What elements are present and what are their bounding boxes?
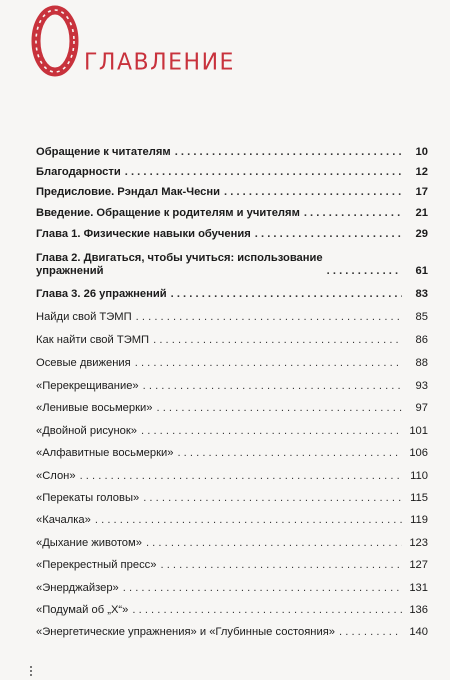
toc-page-number: 110 (410, 470, 428, 482)
dot-leader (255, 228, 402, 241)
toc-entry-title: Предисловие. Рэндал Мак-Чесни (36, 186, 221, 198)
toc-page-number: 136 (409, 604, 428, 616)
toc-entry[interactable] (36, 252, 428, 278)
toc-page-number: 86 (415, 334, 428, 346)
toc-page-number: 101 (409, 425, 428, 437)
toc-entry-title: Обращение к читателям (36, 146, 171, 158)
toc-page-number: 97 (415, 402, 428, 414)
toc-entry[interactable] (36, 146, 428, 159)
toc-entry-title: «Слон» (36, 470, 76, 482)
toc-entry[interactable] (36, 288, 428, 301)
toc-entry-title: Глава 3. 26 упражнений (36, 288, 167, 300)
dot-leader (160, 559, 402, 572)
toc-entry-title: «Качалка» (36, 514, 91, 526)
toc-entry-title: Осевые движения (36, 357, 131, 369)
toc-entry[interactable] (36, 582, 428, 595)
toc-page-number: 12 (415, 166, 428, 178)
toc-entry-title-line: Глава 2. Двигаться, чтобы учиться: использование (36, 252, 323, 264)
toc-entry-title: «Энергетические упражнения» и «Глубинные состояния» (36, 626, 336, 638)
toc-page-number: 61 (415, 265, 428, 277)
dot-leader (171, 288, 402, 301)
dot-leader (143, 492, 402, 505)
dot-leader (80, 470, 402, 483)
toc-page-number: 119 (410, 514, 428, 526)
toc-entry[interactable] (36, 447, 428, 460)
toc-entry-title: «Перекрещивание» (36, 380, 139, 392)
toc-entry[interactable] (36, 470, 428, 483)
toc-page-number: 88 (415, 357, 428, 369)
dot-leader (141, 425, 402, 438)
dot-leader (125, 166, 402, 179)
toc-entry-title: Найди свой ТЭМП (36, 311, 132, 323)
toc-page-number: 106 (409, 447, 428, 459)
dot-leader (224, 186, 402, 199)
toc-entry[interactable] (36, 402, 428, 415)
toc-entry[interactable] (36, 311, 428, 324)
dot-leader (175, 146, 402, 159)
dot-leader (132, 604, 402, 617)
toc-entry[interactable] (36, 492, 428, 505)
dot-leader (304, 207, 402, 220)
dot-leader (157, 402, 403, 415)
toc-entry-title (36, 252, 323, 278)
toc-entry[interactable] (36, 228, 428, 241)
toc-entry-title: Глава 1. Физические навыки обучения (36, 228, 251, 240)
page-edge-mark (30, 666, 34, 676)
toc-page-number: 85 (415, 311, 428, 323)
toc-entry[interactable] (36, 186, 428, 199)
dot-leader (327, 265, 402, 278)
toc-entry[interactable] (36, 537, 428, 550)
dot-leader (339, 626, 402, 639)
dot-leader (95, 514, 402, 527)
toc-entry-title: «Алфавитные восьмерки» (36, 447, 174, 459)
dot-leader (153, 334, 402, 347)
contents-heading-text: ГЛАВЛЕНИЕ (84, 49, 235, 76)
toc-entry[interactable] (36, 207, 428, 220)
toc-page-number: 29 (415, 228, 428, 240)
toc-page-number: 127 (409, 559, 428, 571)
toc-entry[interactable] (36, 166, 428, 179)
toc-page-number: 83 (415, 288, 428, 300)
dot-leader (136, 311, 402, 324)
toc-entry-title: «Перекаты головы» (36, 492, 140, 504)
toc-entry[interactable] (36, 559, 428, 572)
dot-leader (123, 582, 402, 595)
dot-leader (146, 537, 402, 550)
toc-entry-title: Как найти свой ТЭМП (36, 334, 150, 346)
toc-entry-title: Введение. Обращение к родителям и учителям (36, 207, 300, 219)
toc-entry[interactable] (36, 357, 428, 370)
toc-page-number: 123 (409, 537, 428, 549)
toc-page-number: 93 (415, 380, 428, 392)
dot-leader (135, 357, 402, 370)
toc-entry-title: «Энерджайзер» (36, 582, 119, 594)
toc-entry[interactable] (36, 626, 428, 639)
toc-entry-title: «Перекрестный пресс» (36, 559, 157, 571)
toc-entry[interactable] (36, 380, 428, 393)
contents-heading (28, 4, 348, 84)
toc-entry[interactable] (36, 514, 428, 527)
toc-page-number: 140 (409, 626, 428, 638)
toc-entry[interactable] (36, 334, 428, 347)
toc-entry-title-line: упражнений (36, 265, 104, 277)
toc-page-number: 131 (409, 582, 428, 594)
dot-leader (177, 447, 402, 460)
toc-page-number: 17 (415, 186, 428, 198)
toc-entry-title: Благодарности (36, 166, 121, 178)
toc-page-number: 21 (415, 207, 428, 219)
toc-page-number: 10 (415, 146, 428, 158)
toc-entry-title: «Дыхание животом» (36, 537, 142, 549)
rope-letter-o-icon (28, 4, 82, 82)
toc-entry-title: «Ленивые восьмерки» (36, 402, 153, 414)
dot-leader (143, 380, 402, 393)
toc-entry-title: «Подумай об „Х“» (36, 604, 129, 616)
toc-entry[interactable] (36, 604, 428, 617)
toc-entry[interactable] (36, 425, 428, 438)
toc-entry-title: «Двойной рисунок» (36, 425, 138, 437)
toc-page-number: 115 (410, 492, 428, 504)
